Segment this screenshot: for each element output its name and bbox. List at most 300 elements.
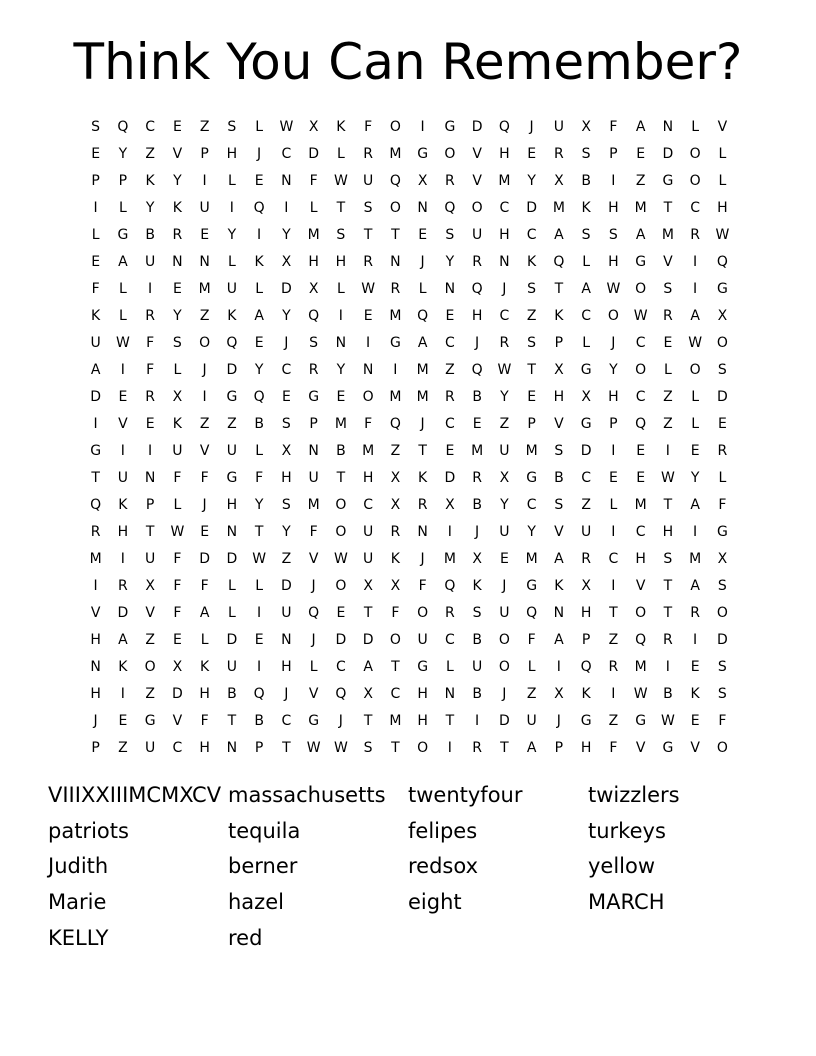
grid-letter: I bbox=[693, 254, 698, 270]
grid-letter: N bbox=[281, 173, 292, 189]
grid-letter: F bbox=[146, 335, 155, 351]
grid-letter: Y bbox=[145, 200, 155, 216]
grid-letter: P bbox=[609, 146, 618, 162]
grid-letter: S bbox=[309, 335, 319, 351]
grid-letter: R bbox=[363, 146, 373, 162]
grid-letter: U bbox=[117, 470, 128, 486]
word-list-item: yellow bbox=[588, 854, 656, 879]
grid-letter: Q bbox=[580, 659, 592, 675]
grid-letter: Q bbox=[389, 416, 401, 432]
grid-letter: A bbox=[690, 308, 700, 324]
grid-letter: I bbox=[693, 632, 698, 648]
grid-letter: G bbox=[716, 524, 728, 540]
grid-letter: J bbox=[93, 713, 98, 729]
grid-letter: K bbox=[418, 470, 428, 486]
grid-letter: T bbox=[391, 740, 400, 756]
grid-row bbox=[82, 519, 736, 546]
grid-letter: O bbox=[498, 659, 510, 675]
grid-letter: Y bbox=[609, 362, 618, 378]
grid-letter: X bbox=[390, 578, 401, 594]
grid-letter: U bbox=[499, 443, 510, 459]
grid-letter: L bbox=[309, 659, 318, 675]
grid-letter: V bbox=[635, 578, 646, 594]
grid-letter: J bbox=[529, 119, 534, 135]
grid-letter: H bbox=[90, 632, 101, 648]
grid-letter: L bbox=[255, 578, 264, 594]
grid-letter: H bbox=[608, 389, 619, 405]
grid-letter: G bbox=[117, 227, 129, 243]
grid-letter: Z bbox=[199, 308, 210, 324]
grid-letter: F bbox=[718, 713, 727, 729]
grid-row bbox=[82, 357, 736, 384]
word-list-item: KELLY bbox=[48, 925, 109, 950]
grid-letter: C bbox=[635, 335, 646, 351]
grid-letter: K bbox=[527, 254, 537, 270]
grid-letter: U bbox=[281, 605, 292, 621]
word-list-item: massachusetts bbox=[228, 783, 386, 807]
grid-letter: R bbox=[445, 605, 455, 621]
grid-letter: C bbox=[444, 632, 455, 648]
grid-letter: S bbox=[717, 362, 727, 378]
grid-letter: L bbox=[91, 227, 100, 243]
grid-letter: P bbox=[145, 497, 155, 513]
grid-letter: I bbox=[475, 713, 480, 729]
grid-letter: E bbox=[336, 389, 346, 405]
grid-letter: D bbox=[280, 281, 292, 297]
grid-letter: D bbox=[171, 686, 183, 702]
grid-letter: I bbox=[665, 443, 670, 459]
grid-letter: J bbox=[475, 524, 480, 540]
grid-letter: X bbox=[172, 659, 183, 675]
grid-letter: T bbox=[227, 713, 237, 729]
grid-letter: L bbox=[336, 281, 345, 297]
grid-letter: P bbox=[554, 740, 564, 756]
grid-letter: P bbox=[118, 173, 128, 189]
grid-letter: H bbox=[117, 524, 129, 540]
grid-letter: M bbox=[389, 308, 402, 324]
grid-letter: L bbox=[173, 497, 182, 513]
grid-letter: R bbox=[445, 173, 455, 189]
grid-letter: H bbox=[417, 686, 428, 702]
grid-letter: I bbox=[202, 389, 207, 405]
grid-letter: V bbox=[118, 416, 128, 432]
grid-letter: D bbox=[308, 146, 320, 162]
grid-letter: W bbox=[115, 335, 130, 351]
grid-letter: V bbox=[554, 416, 564, 432]
grid-letter: B bbox=[663, 686, 673, 702]
grid-letter: J bbox=[284, 335, 289, 351]
grid-letter: H bbox=[281, 659, 292, 675]
grid-letter: D bbox=[280, 578, 292, 594]
grid-letter: C bbox=[281, 713, 292, 729]
grid-letter: U bbox=[472, 659, 483, 675]
grid-letter: Z bbox=[145, 632, 155, 648]
grid-letter: B bbox=[254, 713, 264, 729]
grid-letter: G bbox=[580, 362, 592, 378]
grid-letter: R bbox=[499, 335, 510, 351]
grid-letter: X bbox=[390, 497, 401, 513]
grid-letter: N bbox=[417, 200, 428, 216]
word-list-item: twizzlers bbox=[588, 783, 680, 807]
grid-letter: T bbox=[554, 281, 564, 297]
grid-row bbox=[82, 249, 736, 276]
letter-grid bbox=[82, 114, 736, 762]
grid-letter: X bbox=[145, 578, 155, 594]
grid-letter: E bbox=[200, 524, 210, 540]
grid-letter: B bbox=[581, 173, 591, 189]
grid-letter: M bbox=[198, 281, 211, 297]
grid-letter: E bbox=[145, 416, 155, 432]
grid-letter: I bbox=[120, 686, 125, 702]
grid-letter: I bbox=[556, 659, 561, 675]
grid-letter: N bbox=[335, 335, 347, 351]
grid-letter: J bbox=[284, 686, 289, 702]
grid-letter: G bbox=[226, 470, 238, 486]
grid-letter: J bbox=[502, 686, 507, 702]
grid-letter: B bbox=[472, 686, 482, 702]
grid-letter: H bbox=[580, 605, 592, 621]
grid-row bbox=[82, 438, 736, 465]
grid-letter: L bbox=[691, 416, 700, 432]
grid-letter: E bbox=[118, 713, 128, 729]
word-list-item: MARCH bbox=[588, 890, 665, 915]
grid-letter: M bbox=[634, 200, 647, 216]
grid-letter: C bbox=[363, 497, 374, 513]
grid-letter: P bbox=[309, 416, 318, 432]
grid-letter: O bbox=[607, 308, 619, 324]
grid-letter: X bbox=[363, 686, 373, 702]
grid-letter: Y bbox=[173, 308, 182, 324]
grid-letter: Q bbox=[635, 416, 647, 432]
grid-letter: O bbox=[389, 119, 401, 135]
grid-letter: I bbox=[611, 443, 616, 459]
grid-letter: U bbox=[90, 335, 101, 351]
grid-letter: Z bbox=[663, 416, 673, 432]
grid-letter: E bbox=[690, 713, 700, 729]
grid-letter: G bbox=[716, 281, 728, 297]
grid-letter: A bbox=[118, 254, 128, 270]
grid-letter: S bbox=[363, 200, 373, 216]
grid-row bbox=[82, 492, 736, 519]
grid-letter: B bbox=[336, 443, 346, 459]
grid-letter: X bbox=[499, 470, 510, 486]
grid-letter: R bbox=[118, 578, 128, 594]
grid-letter: F bbox=[173, 551, 182, 567]
grid-letter: J bbox=[420, 416, 425, 432]
grid-row bbox=[82, 654, 736, 681]
grid-letter: N bbox=[662, 119, 674, 135]
grid-letter: G bbox=[526, 578, 538, 594]
grid-letter: M bbox=[634, 659, 647, 675]
grid-letter: G bbox=[226, 389, 238, 405]
grid-letter: K bbox=[172, 200, 182, 216]
grid-letter: H bbox=[226, 146, 238, 162]
grid-letter: C bbox=[581, 470, 592, 486]
grid-letter: D bbox=[335, 632, 347, 648]
grid-letter: X bbox=[417, 173, 428, 189]
grid-letter: K bbox=[472, 578, 482, 594]
word-list-item: hazel bbox=[228, 890, 284, 915]
grid-letter: S bbox=[581, 227, 591, 243]
word-list-item: turkeys bbox=[588, 818, 666, 843]
grid-letter: F bbox=[718, 497, 727, 513]
grid-letter: F bbox=[146, 362, 155, 378]
grid-letter: K bbox=[118, 497, 128, 513]
grid-letter: T bbox=[391, 659, 400, 675]
grid-letter: H bbox=[199, 686, 210, 702]
grid-letter: C bbox=[444, 416, 455, 432]
grid-letter: Z bbox=[608, 713, 619, 729]
grid-letter: M bbox=[389, 146, 402, 162]
grid-letter: R bbox=[663, 632, 673, 648]
grid-letter: W bbox=[252, 551, 267, 567]
grid-letter: Z bbox=[635, 173, 646, 189]
grid-letter: L bbox=[255, 281, 264, 297]
grid-letter: X bbox=[554, 686, 564, 702]
grid-letter: C bbox=[499, 308, 510, 324]
grid-letter: C bbox=[499, 200, 510, 216]
grid-letter: T bbox=[336, 200, 346, 216]
grid-letter: C bbox=[635, 524, 646, 540]
grid-letter: T bbox=[663, 200, 673, 216]
grid-letter: W bbox=[279, 119, 294, 135]
grid-letter: W bbox=[497, 362, 512, 378]
grid-letter: K bbox=[91, 308, 101, 324]
grid-letter: W bbox=[633, 308, 648, 324]
grid-letter: L bbox=[582, 335, 591, 351]
grid-letter: H bbox=[199, 740, 210, 756]
grid-letter: J bbox=[556, 713, 561, 729]
grid-letter: F bbox=[418, 578, 427, 594]
grid-letter: L bbox=[118, 308, 127, 324]
grid-letter: O bbox=[199, 335, 211, 351]
grid-letter: T bbox=[500, 740, 509, 756]
grid-letter: N bbox=[417, 524, 428, 540]
grid-letter: D bbox=[498, 713, 510, 729]
word-list-item: eight bbox=[408, 890, 462, 915]
grid-letter: E bbox=[663, 335, 673, 351]
grid-letter: G bbox=[417, 146, 429, 162]
grid-letter: I bbox=[611, 524, 616, 540]
grid-letter: Z bbox=[199, 416, 210, 432]
grid-letter: I bbox=[257, 605, 262, 621]
grid-letter: L bbox=[691, 119, 700, 135]
grid-letter: Z bbox=[390, 443, 401, 459]
grid-letter: U bbox=[363, 173, 374, 189]
grid-letter: F bbox=[255, 470, 264, 486]
grid-letter: I bbox=[93, 200, 98, 216]
grid-letter: W bbox=[333, 173, 348, 189]
grid-letter: F bbox=[173, 470, 182, 486]
grid-letter: S bbox=[336, 227, 346, 243]
grid-letter: T bbox=[445, 713, 455, 729]
grid-letter: Z bbox=[499, 416, 510, 432]
word-list-item: berner bbox=[228, 854, 298, 879]
grid-letter: P bbox=[91, 173, 100, 189]
grid-letter: C bbox=[281, 146, 292, 162]
grid-letter: V bbox=[635, 740, 646, 756]
grid-letter: C bbox=[608, 551, 619, 567]
grid-letter: N bbox=[199, 254, 210, 270]
grid-letter: X bbox=[308, 281, 319, 297]
grid-letter: X bbox=[363, 578, 373, 594]
grid-letter: B bbox=[472, 632, 482, 648]
grid-letter: O bbox=[689, 146, 701, 162]
grid-letter: T bbox=[609, 605, 618, 621]
grid-letter: R bbox=[90, 524, 101, 540]
grid-letter: X bbox=[308, 119, 319, 135]
grid-letter: E bbox=[636, 470, 646, 486]
grid-letter: T bbox=[663, 497, 673, 513]
grid-letter: Y bbox=[336, 362, 346, 378]
grid-letter: Y bbox=[527, 524, 536, 540]
grid-letter: K bbox=[254, 254, 264, 270]
grid-letter: Z bbox=[526, 308, 537, 324]
grid-letter: Z bbox=[281, 551, 292, 567]
grid-letter: P bbox=[200, 146, 209, 162]
grid-letter: N bbox=[553, 605, 565, 621]
grid-letter: F bbox=[309, 173, 318, 189]
grid-letter: I bbox=[693, 524, 698, 540]
grid-letter: K bbox=[690, 686, 700, 702]
grid-letter: A bbox=[635, 227, 646, 243]
grid-letter: I bbox=[148, 281, 153, 297]
grid-letter: U bbox=[145, 551, 156, 567]
grid-letter: A bbox=[526, 740, 537, 756]
grid-letter: C bbox=[635, 389, 646, 405]
grid-letter: L bbox=[227, 254, 236, 270]
grid-letter: B bbox=[227, 686, 237, 702]
grid-letter: N bbox=[390, 254, 401, 270]
grid-letter: I bbox=[257, 227, 262, 243]
grid-letter: K bbox=[554, 578, 564, 594]
grid-letter: I bbox=[611, 686, 616, 702]
grid-letter: V bbox=[690, 740, 700, 756]
grid-letter: N bbox=[308, 443, 319, 459]
grid-letter: J bbox=[338, 713, 343, 729]
grid-letter: I bbox=[366, 335, 371, 351]
grid-letter: E bbox=[636, 146, 646, 162]
grid-letter: M bbox=[362, 443, 375, 459]
grid-letter: N bbox=[362, 362, 374, 378]
grid-letter: V bbox=[90, 605, 101, 621]
grid-letter: N bbox=[444, 686, 456, 702]
grid-letter: C bbox=[690, 200, 701, 216]
grid-letter: T bbox=[663, 605, 673, 621]
grid-letter: K bbox=[554, 308, 564, 324]
grid-row bbox=[82, 276, 736, 303]
grid-letter: G bbox=[580, 713, 592, 729]
grid-letter: C bbox=[444, 335, 455, 351]
grid-letter: X bbox=[281, 443, 292, 459]
grid-letter: R bbox=[472, 254, 482, 270]
grid-letter: O bbox=[635, 362, 647, 378]
grid-letter: D bbox=[526, 200, 538, 216]
grid-letter: D bbox=[662, 146, 674, 162]
grid-letter: W bbox=[688, 335, 703, 351]
grid-letter: X bbox=[717, 308, 728, 324]
grid-letter: K bbox=[581, 200, 591, 216]
word-list-item: red bbox=[228, 925, 263, 950]
grid-letter: J bbox=[502, 578, 507, 594]
grid-letter: Z bbox=[445, 362, 455, 378]
grid-letter: J bbox=[311, 578, 316, 594]
grid-letter: X bbox=[554, 173, 564, 189]
grid-letter: G bbox=[526, 470, 538, 486]
grid-letter: S bbox=[717, 659, 727, 675]
grid-letter: Y bbox=[254, 362, 264, 378]
grid-letter: O bbox=[335, 524, 347, 540]
grid-letter: U bbox=[226, 659, 237, 675]
grid-letter: R bbox=[390, 281, 401, 297]
page-title: Think You Can Remember? bbox=[73, 33, 743, 91]
grid-letter: R bbox=[717, 443, 728, 459]
word-list-item: felipes bbox=[408, 818, 478, 843]
grid-letter: G bbox=[417, 659, 429, 675]
grid-letter: I bbox=[120, 551, 125, 567]
word-list-item: Marie bbox=[48, 890, 107, 915]
grid-letter: F bbox=[200, 713, 209, 729]
grid-row bbox=[82, 141, 736, 168]
grid-letter: J bbox=[257, 146, 262, 162]
grid-letter: H bbox=[499, 227, 510, 243]
grid-letter: R bbox=[308, 362, 319, 378]
grid-letter: L bbox=[118, 281, 127, 297]
grid-letter: Y bbox=[173, 173, 182, 189]
grid-letter: H bbox=[281, 470, 292, 486]
grid-letter: M bbox=[416, 389, 429, 405]
grid-letter: U bbox=[145, 254, 156, 270]
grid-letter: E bbox=[445, 308, 455, 324]
grid-letter: Y bbox=[500, 389, 509, 405]
grid-letter: E bbox=[254, 632, 264, 648]
grid-letter: Y bbox=[282, 308, 291, 324]
grid-letter: L bbox=[200, 632, 209, 648]
grid-letter: F bbox=[173, 605, 182, 621]
grid-letter: Q bbox=[253, 200, 265, 216]
grid-letter: R bbox=[145, 389, 155, 405]
grid-letter: Q bbox=[308, 605, 320, 621]
grid-letter: E bbox=[690, 443, 700, 459]
grid-letter: U bbox=[526, 713, 537, 729]
grid-letter: X bbox=[172, 389, 183, 405]
grid-letter: M bbox=[389, 713, 402, 729]
grid-letter: A bbox=[254, 308, 264, 324]
grid-letter: F bbox=[391, 605, 400, 621]
grid-letter: O bbox=[635, 281, 647, 297]
grid-letter: D bbox=[117, 605, 129, 621]
word-list-item: patriots bbox=[48, 818, 129, 843]
grid-letter: U bbox=[363, 524, 374, 540]
grid-letter: E bbox=[363, 308, 373, 324]
grid-row bbox=[82, 384, 736, 411]
grid-letter: R bbox=[663, 308, 673, 324]
grid-letter: Y bbox=[118, 146, 128, 162]
grid-letter: O bbox=[417, 605, 429, 621]
grid-letter: G bbox=[308, 389, 320, 405]
grid-letter: O bbox=[389, 200, 401, 216]
grid-letter: H bbox=[335, 254, 347, 270]
grid-letter: U bbox=[581, 524, 592, 540]
grid-letter: E bbox=[172, 632, 182, 648]
grid-letter: L bbox=[582, 254, 591, 270]
grid-letter: K bbox=[172, 416, 182, 432]
grid-letter: M bbox=[471, 443, 484, 459]
grid-letter: Q bbox=[117, 119, 129, 135]
grid-letter: G bbox=[144, 713, 156, 729]
grid-letter: Y bbox=[282, 524, 291, 540]
grid-letter: T bbox=[663, 578, 673, 594]
